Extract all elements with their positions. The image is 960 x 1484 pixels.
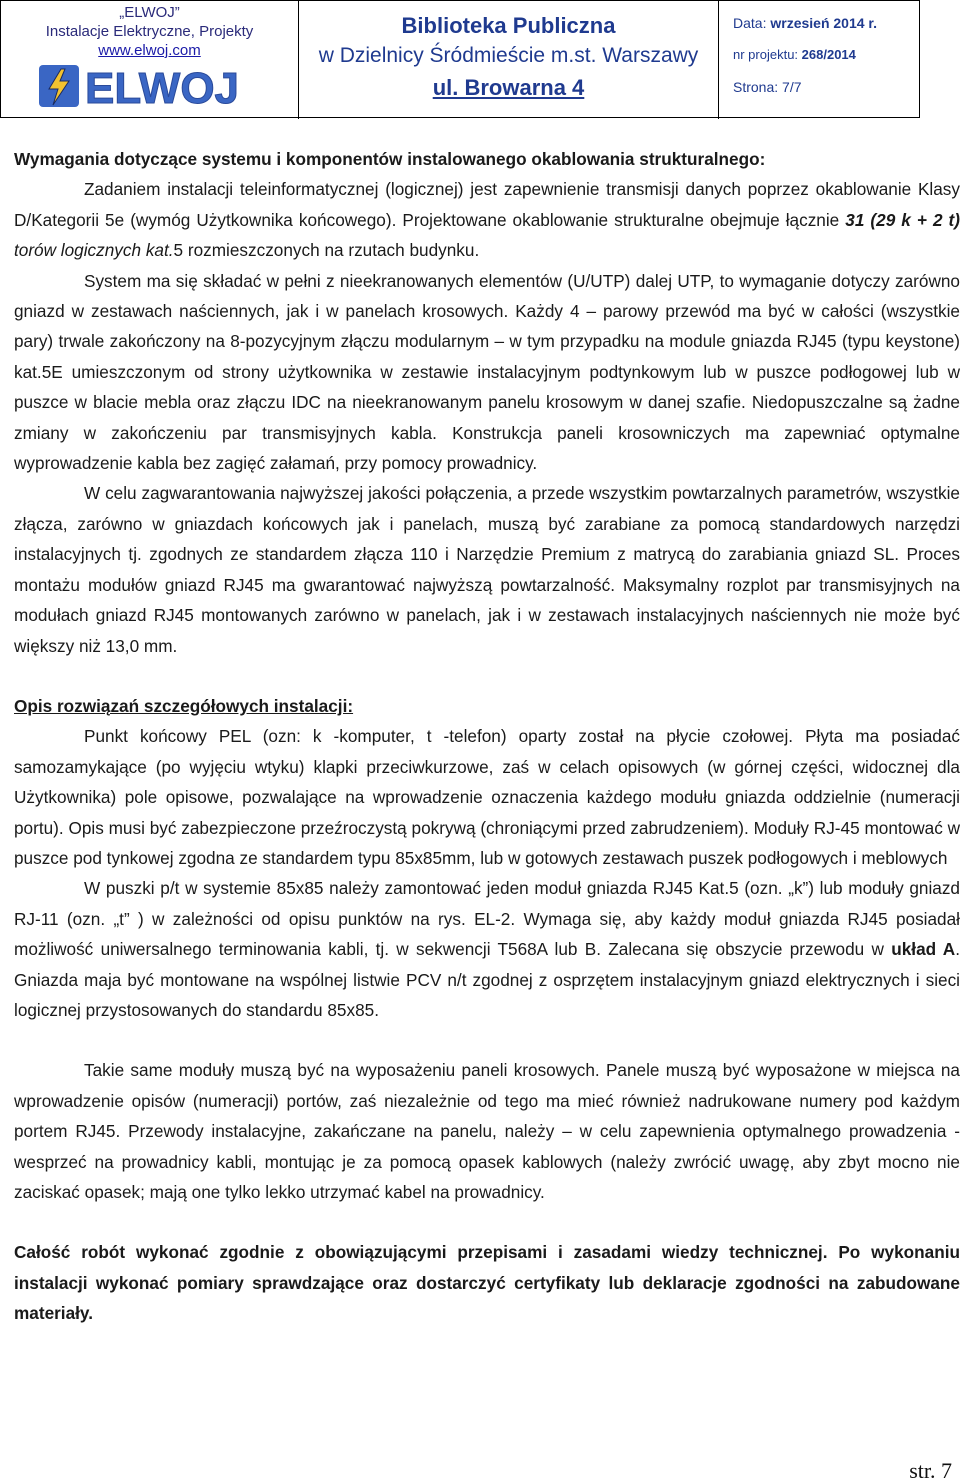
company-url-link[interactable]: www.elwoj.com — [98, 42, 201, 59]
page-label: Strona: — [733, 79, 779, 95]
page-header — [0, 0, 920, 118]
project-value: 268/2014 — [801, 47, 856, 62]
spacer — [14, 661, 960, 691]
paragraph-system: System ma się składać w pełni z nieekranowanych elementów (U/UTP) dalej UTP, to wymaganie dotyczy zarówno gniazd w zestawach naściennych, jak i w panelach krosowych. Każdy 4 – parowy przewód ma być w całości (wszystkie pary) trwale zakończony na 8-pozycyjnym złączu modularnym – w tym przypadku na module gniazda RJ45 (typu keystone) kat.5E umieszczonym od strony użytkownika w zestawie instalacyjnym podtynkowym lub w puszce podłogowej lub w puszce w blacie mebla oraz złączu IDC na nieekranowanym panelu krosowym w danej szafie. Niedopuszczalne są żadne zmiany w zakończeniu par transmisyjnych kabla. Konstrukcja paneli krosowniczych ma zapewniać optymalne wyprowadzenie kabla bez zagięć załamań, przy pomocy prowadnicy. — [14, 270, 960, 474]
document-body — [14, 144, 960, 1329]
title-line-1: Biblioteka Publiczna — [401, 13, 616, 38]
spacer — [14, 1207, 960, 1237]
page-row — [733, 79, 802, 95]
document-meta-block — [719, 1, 919, 119]
paragraph-panels: Takie same moduły muszą być na wyposażeniu paneli krosowych. Panele muszą być wyposażone w miejsca na wprowadzenie opisów (numeracji) portów, zaś niezależnie od tego ma mieć również nadrukowane numery pod każdym portem RJ45. Przewody instalacyjne, zakańczane na panelu, należy – w celu zapewnienia optymalnego prowadzenia - wesprzeć na prowadnicy kabli, montując je za pomocą opasek kablowych (należy zwrócić uwagę, aby zbyt mocno nie zaciskać opasek; mają one tylko lekko utrzymać kabel na prowadnicy. — [14, 1060, 960, 1202]
final-statement: Całość robót wykonać zgodnie z obowiązującymi przepisami i zasadami wiedzy technicznej. Po wykonaniu instalacji wykonać pomiary sprawdzające oraz dostarczyć certyfikaty lub deklaracje zgodności na zabudowane materiały. — [14, 1242, 960, 1324]
date-label: Data: — [733, 15, 767, 31]
project-row — [733, 47, 856, 62]
paragraph-modules-text: W puszki p/t w systemie 85x85 należy zamontować jeden moduł gniazda RJ45 Kat.5 (ozn. „k”) lub moduły gniazd RJ-11 (ozn. „t” ) w zależności od opisu punktów na rys. EL-2. Wymaga się, aby każdy moduł gniazda RJ45 posiadał możliwość uniwersalnego terminowania kabli, tj. w sekwencji T568A lub B. Zalecana się obszycie przewodu w — [14, 878, 960, 960]
page-value: 7/7 — [782, 79, 802, 95]
title-line-2: w Dzielnicy Śródmieście m.st. Warszawy — [318, 44, 699, 67]
layout-a: układ A — [891, 939, 956, 960]
project-label: nr projektu: — [733, 47, 799, 62]
document-title-block — [299, 1, 719, 119]
section-heading-details: Opis rozwiązań szczegółowych instalacji: — [14, 695, 354, 716]
paragraph-modules — [14, 873, 960, 1025]
date-row — [733, 15, 877, 31]
svg-text:ELWOJ: ELWOJ — [85, 64, 240, 111]
date-value: wrzesień 2014 r. — [770, 15, 877, 31]
company-description: Instalacje Elektryczne, Projekty — [45, 23, 254, 40]
tracks-category: torów logicznych kat. — [14, 240, 174, 261]
company-block — [1, 1, 299, 119]
elwoj-logo — [37, 61, 267, 111]
paragraph-scope-text: Zadaniem instalacji teleinformatycznej (logicznej) jest zapewnienie transmisji danych poprzez okablowanie Klasy D/Kategorii 5e (wymóg Użytkownika końcowego). Projektowane okablowanie strukturalne obejmuje łącznie — [14, 179, 960, 230]
title-line-3: ul. Browarna 4 — [432, 75, 585, 100]
tracks-count: 31 (29 k + 2 t) — [845, 209, 960, 230]
paragraph-scope-end: 5 rozmieszczonych na rzutach budynku. — [173, 240, 480, 261]
section-heading-requirements: Wymagania dotyczące systemu i komponentów instalowanego okablowania strukturalnego: — [14, 149, 766, 169]
page-number: str. 7 — [909, 1458, 952, 1483]
paragraph-endpoint: Punkt końcowy PEL (ozn: k -komputer, t -telefon) oparty został na płycie czołowej. Płyta ma posiadać samozamykające (po wyjęciu wtyku) klapki przeciwkurzowe, zaś w celach opisowych (w górnej części, widocznej dla Użytkownika) pole opisowe, pozwalające na wprowadzenie oznaczenia każdego modułu gniazda oddzielnie (numeracji portu). Opis musi być zabezpieczone przeźroczystą pokrywą (chroniącymi przed zabrudzeniem). Moduły RJ-45 montować w puszce pod tynkowej zgodna ze standardem typu 85x85mm, lub w gotowych zestawach puszek podłogowych i meblowych — [14, 726, 960, 868]
paragraph-modules-end: . Gniazda maja być montowane na wspólnej listwie PCV n/t zgodnej z osprzętem instalacyjnym gniazd elektrycznych i sieci logicznej przystosowanych do standardu 85x85. — [14, 939, 960, 1020]
paragraph-scope — [14, 174, 960, 265]
spacer — [14, 1025, 960, 1055]
paragraph-quality: W celu zagwarantowania najwyższej jakości połączenia, a przede wszystkim powtarzalnych parametrów, wszystkie złącza, zarówno w gniazdach końcowych jak i panelach, muszą być zarabiane za pomocą standardowych narzędzi instalacyjnych tj. zgodnych ze standardem złącza 110 i Narzędzie Premium z matrycą do zarabiania gniazd SL. Proces montażu modułów gniazd RJ45 ma gwarantować najwyższą powtarzalność. Maksymalny rozplot par transmisyjnych na modułach gniazd RJ45 montowanych zarówno w panelach, jak i w zestawach instalacyjnych naściennych nie może być większy niż 13,0 mm. — [14, 483, 960, 656]
company-name: „ELWOJ” — [119, 4, 180, 21]
